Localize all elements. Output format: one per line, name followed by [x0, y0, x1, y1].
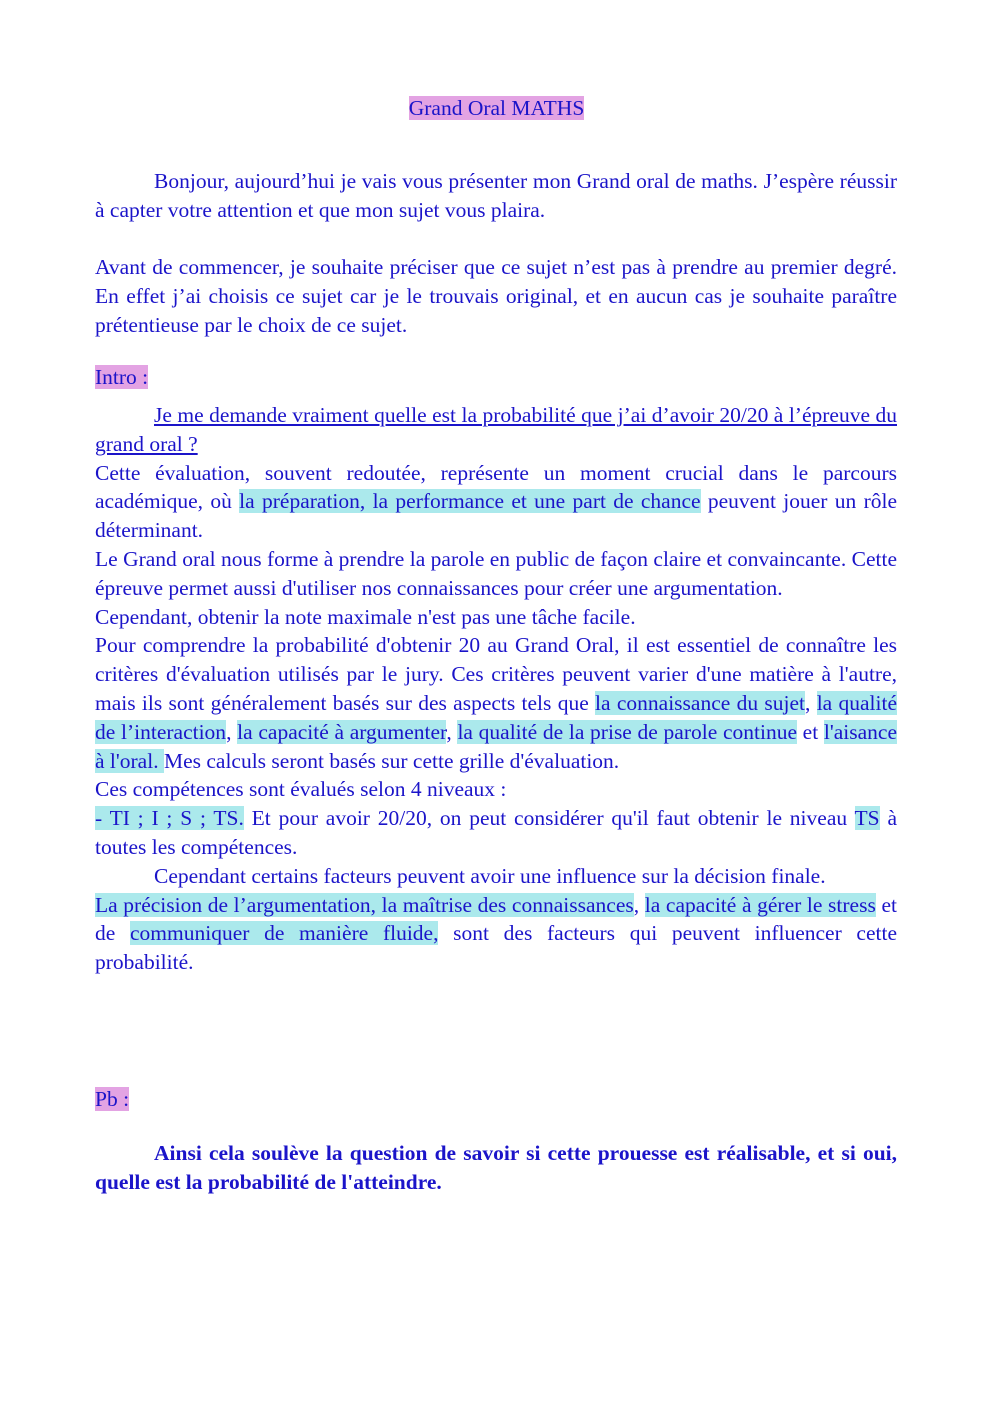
criterion-argumentation: la capacité à argumenter	[237, 719, 447, 744]
separator: ,	[226, 719, 238, 744]
intro-question-paragraph	[95, 401, 897, 459]
separator: ,	[805, 690, 817, 715]
opening-paragraph-2	[95, 253, 897, 339]
pb-heading: Pb :	[95, 1087, 130, 1111]
intro-p6-text-b: à toutes les compétences.	[95, 806, 897, 859]
problem-statement: Ainsi cela soulève la question de savoir si cette prouesse est réalisable, et si oui, quelle est la probabilité de l'atteindre.	[95, 1141, 897, 1194]
intro-heading: Intro :	[95, 365, 149, 389]
separator: et	[796, 719, 824, 744]
intro-p1-highlight: la préparation, la performance et une part de chance	[239, 489, 701, 514]
factor-precision: La précision de l’argumentation,	[95, 892, 382, 917]
intro-question: Je me demande vraiment quelle est la probabilité que j’ai d’avoir 20/20 à l’épreuve du grand oral ?	[95, 403, 897, 456]
factor-stress: la capacité à gérer le stress	[644, 892, 876, 917]
intro-paragraph-5: Ces compétences sont évalués selon 4 niveaux :	[95, 777, 507, 802]
criterion-knowledge: la connaissance du sujet	[595, 690, 805, 715]
pb-heading-line	[95, 1085, 897, 1114]
intro-paragraph-6	[95, 804, 897, 862]
pb-section	[95, 1139, 897, 1197]
greeting-text: Bonjour, aujourd’hui je vais vous présenter mon Grand oral de maths. J’espère réussir à capter votre attention et que mon sujet vous plaira.	[95, 169, 897, 222]
opening-paragraph-1	[95, 167, 897, 225]
levels-list: - TI ; I ; S ; TS.	[95, 806, 244, 831]
intro-paragraph-8	[95, 891, 897, 977]
intro-p1-text-b: peuvent jouer un rôle déterminant.	[95, 489, 897, 543]
intro-p1-text-a: Cette évaluation, souvent redoutée, représente un moment crucial dans le parcours académique, où	[95, 460, 897, 514]
intro-paragraph-1	[95, 459, 897, 545]
criterion-speaking: la qualité de la prise de parole continue	[457, 719, 797, 744]
separator: ,	[446, 719, 458, 744]
disclaimer-text: Avant de commencer, je souhaite préciser que ce sujet n’est pas à prendre au premier degré. En effet j’ai choisis ce sujet car je le trouvais original, et en aucun cas je souhaite paraître prétentieuse par le choix de ce sujet.	[95, 255, 897, 337]
criterion-interaction: la qualité de l’interaction	[95, 690, 898, 744]
separator: ,	[633, 892, 645, 917]
intro-paragraph-2: Le Grand oral nous forme à prendre la parole en public de façon claire et convaincante. Cette épreuve permet aussi d'utiliser nos connaissances pour créer une argumentation.	[95, 546, 897, 600]
intro-paragraph-4	[95, 631, 897, 775]
intro-p6-text-a: Et pour avoir 20/20, on peut considérer qu'il faut obtenir le niveau	[243, 806, 855, 831]
intro-paragraph-7: Cependant certains facteurs peuvent avoir une influence sur la décision finale.	[154, 863, 826, 888]
intro-paragraph-3: Cependant, obtenir la note maximale n'est pas une tâche facile.	[95, 604, 636, 629]
document-title: Grand Oral MATHS	[408, 96, 585, 120]
intro-p8-text-b: sont des facteurs qui peuvent influencer cette probabilité.	[95, 921, 898, 975]
factor-mastery: la maîtrise des connaissances	[381, 892, 634, 917]
criterion-ease: l'aisance à l'oral.	[95, 719, 898, 773]
separator: et de	[95, 892, 897, 946]
intro-p4-text-a: Pour comprendre la probabilité d'obtenir 20 au Grand Oral, il est essentiel de connaître les critères d'évaluation utilisés par le jury. Ces critères peuvent varier d'une matière à l'autre, mais ils sont généralement basés sur des aspects tels que	[95, 633, 897, 715]
level-ts: TS	[854, 806, 880, 831]
factor-fluency: communiquer de manière fluide,	[129, 921, 439, 946]
document-title-line	[0, 94, 993, 123]
intro-heading-line	[95, 363, 897, 392]
intro-section	[95, 401, 897, 977]
intro-p4-text-b: Mes calculs seront basés sur cette grille d'évaluation.	[163, 748, 620, 773]
